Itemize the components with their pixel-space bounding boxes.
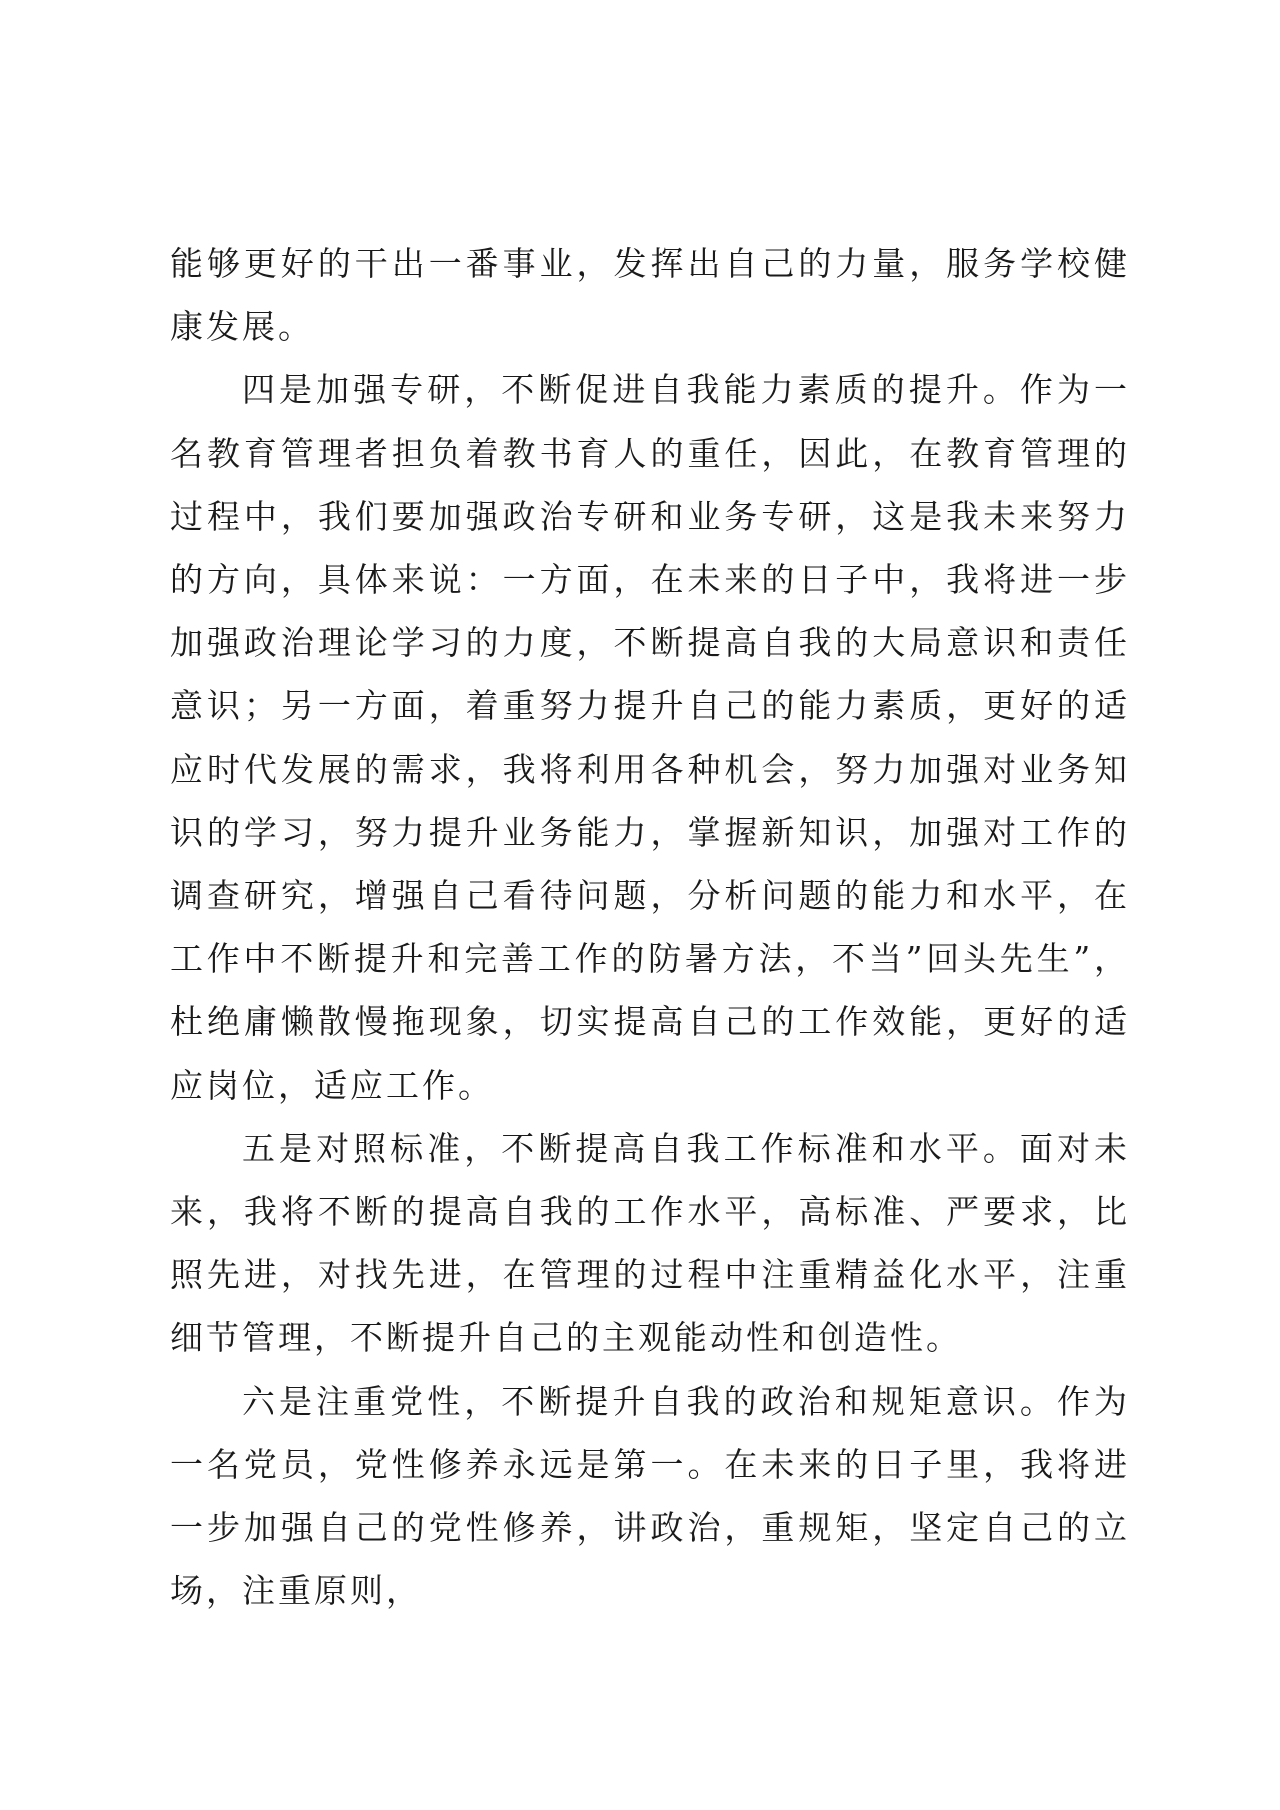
paragraph-point-six: 六是注重党性，不断提升自我的政治和规矩意识。作为一名党员，党性修养永远是第一。在未来的日子里，我将进一步加强自己的党性修养，讲政治，重规矩，坚定自己的立场，注重原则， [170, 1381, 1130, 1611]
paragraph-point-five: 五是对照标准，不断提高自我工作标准和水平。面对未来，我将不断的提高自我的工作水平，高标准、严要求，比照先进，对找先进，在管理的过程中注重精益化水平，注重细节管理，不断提升自己的主观能动性和创造性。 [170, 1128, 1130, 1358]
paragraph-point-four: 四是加强专研，不断促进自我能力素质的提升。作为一名教育管理者担负着教书育人的重任，因此，在教育管理的过程中，我们要加强政治专研和业务专研，这是我未来努力的方向，具体来说：一方面，在未来的日子中，我将进一步加强政治理论学习的力度，不断提高自我的大局意识和责任意识；另一方面，着重努力提升自己的能力素质，更好的适应时代发展的需求，我将利用各种机会，努力加强对业务知识的学习，努力提升业务能力，掌握新知识，加强对工作的调查研究，增强自己看待问题，分析问题的能力和水平，在工作中不断提升和完善工作的防暑方法，不当”回头先生”，杜绝庸懒散慢拖现象，切实提高自己的工作效能，更好的适应岗位，适应工作。 [170, 370, 1130, 1105]
document-body [170, 232, 1130, 1622]
paragraph-continuation: 能够更好的干出一番事业，发挥出自己的力量，服务学校健康发展。 [170, 244, 1130, 347]
